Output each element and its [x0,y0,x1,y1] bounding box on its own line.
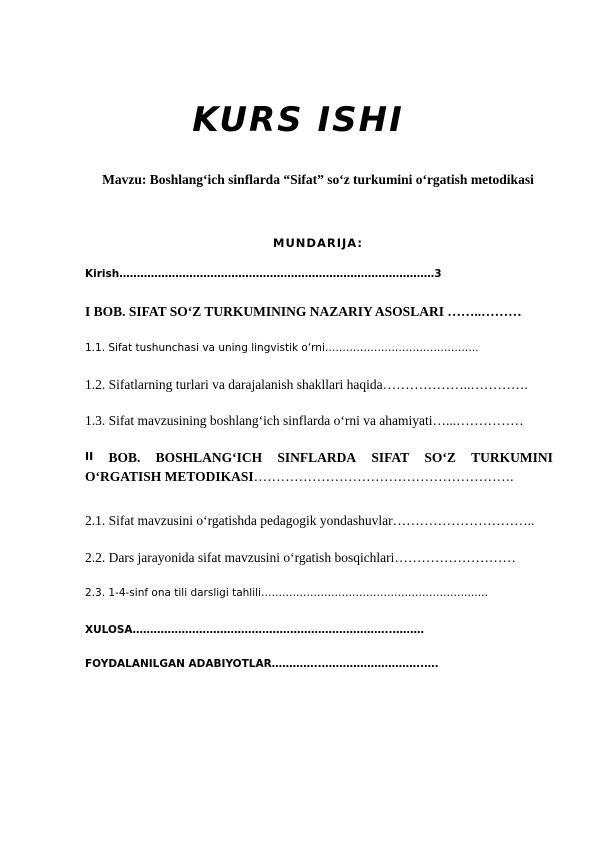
document-topic: Mavzu: Boshlang‘ich sinflarda “Sifat” so‘z turkumini o‘rgatish metodikasi [102,172,534,187]
chapter-2-word: SIFAT [371,450,410,465]
chapter-2-line-2-title: O‘RGATISH METODIKASI [85,469,254,484]
toc-entry-kirish: Kirish………………………………………………………………………………3 [85,268,442,280]
chapter-2-word: BOB. [108,450,141,465]
toc-entry-1-1: 1.1. Sifat tushunchasi va uning lingvistik o‘rni…………………………………….. [85,342,479,354]
chapter-2-line-1 [85,450,553,466]
toc-entry-xulosa: XULOSA………………………………………………………………..……… [85,624,425,636]
chapter-2-word: SO‘Z [424,450,456,465]
chapter-2-line-2-leader: …………………………………………………. [253,469,514,484]
toc-heading: MUNDARIJA: [273,236,363,250]
toc-entry-2-1: 2.1. Sifat mavzusini o‘rgatishda pedagogik yondashuvlar………………………….. [85,513,535,528]
chapter-2-word: BOSHLANG‘ICH [155,450,263,465]
toc-entry-chapter-2 [85,450,553,485]
document-title: KURS ISHI [192,100,404,140]
chapter-2-word: TURKUMINI [471,450,553,465]
toc-entry-2-2: 2.2. Dars jarayonida sifat mavzusini o‘rgatish bosqichlari……………………… [85,550,516,565]
chapter-2-line-2 [85,469,553,485]
toc-entry-1-3: 1.3. Sifat mavzusining boshlang‘ich sinflarda o‘rni va ahamiyati…...…………… [85,413,524,428]
toc-entry-2-3: 2.3. 1-4-sinf ona tili darsligi tahlili……………………………………………………..… [85,587,489,599]
chapter-2-word: II [85,450,94,463]
chapter-2-word: SINFLARDA [277,450,357,465]
toc-entry-chapter-1: I BOB. SIFAT SO‘Z TURKUMINING NAZARIY ASOSLARI ……..……… [85,304,522,319]
toc-entry-1-2: 1.2. Sifatlarning turlari va darajalanish shakllari haqida………………..…………. [85,377,528,392]
toc-entry-adabiyotlar: FOYDALANILGAN ADABIYOTLAR…………..………………………..…. [85,658,439,670]
